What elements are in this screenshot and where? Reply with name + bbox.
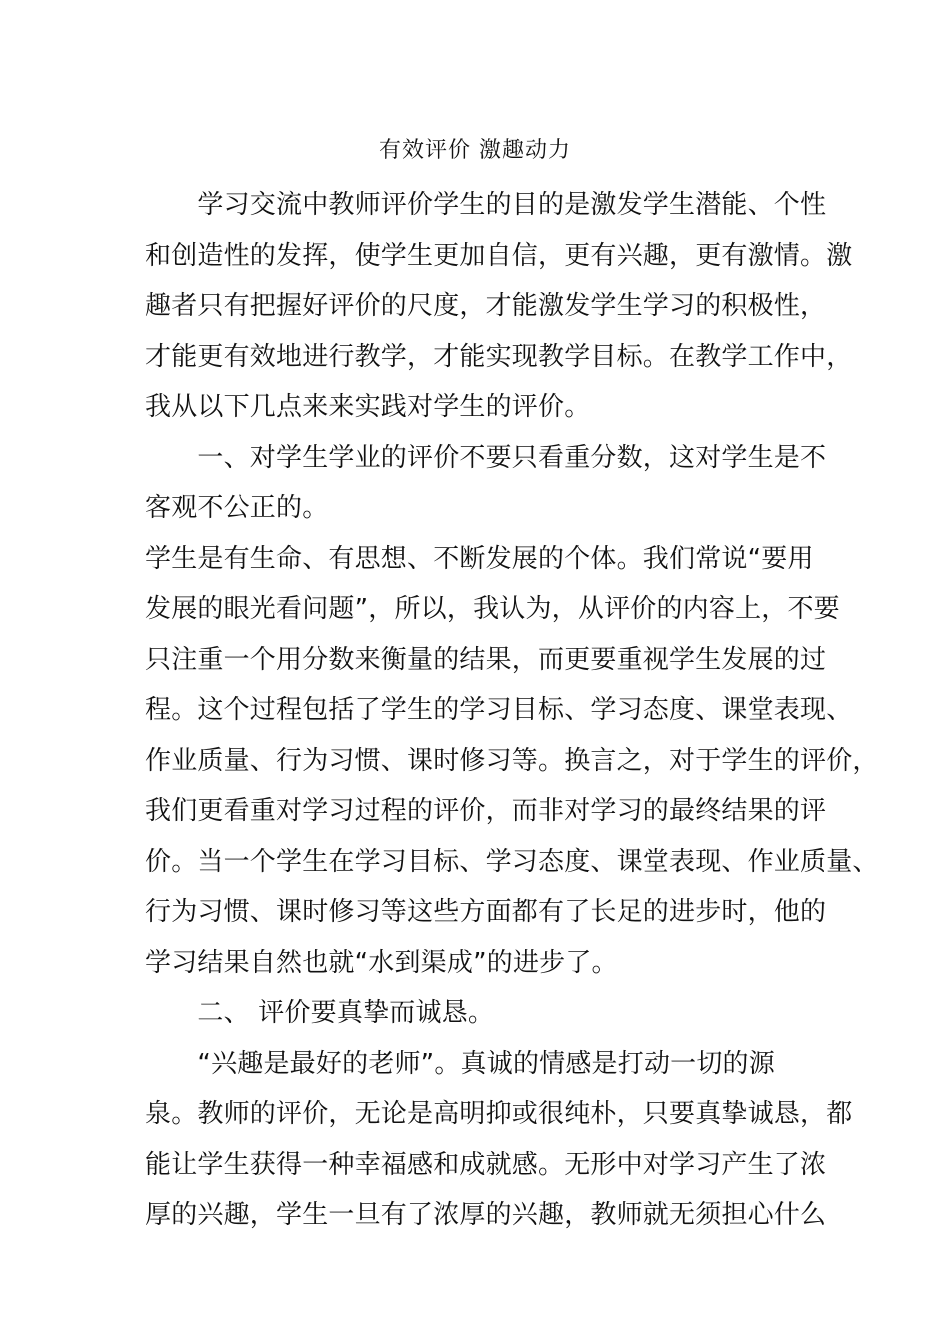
text-line: 二、 评价要真挚而诚恳。 bbox=[145, 998, 495, 1028]
text-line: 才能更有效地进行教学，才能实现教学目标。在教学工作中， bbox=[145, 341, 853, 372]
document-title: 有效评价 激趣动力 bbox=[379, 138, 571, 163]
text-line: 发展的眼光看问题”，所以，我认为，从评价的内容上，不要 bbox=[145, 594, 840, 624]
text-line: 厚的兴趣，学生一旦有了浓厚的兴趣，教师就无须担心什么 bbox=[145, 1200, 827, 1230]
text-line: 能让学生获得一种幸福感和成就感。无形中对学习产生了浓 bbox=[145, 1149, 827, 1180]
text-line: “兴趣是最好的老师”。真诚的情感是打动一切的源 bbox=[145, 1048, 775, 1079]
text-line: 学习交流中教师评价学生的目的是激发学生潜能、个性 bbox=[145, 190, 827, 220]
text-line: 只注重一个用分数来衡量的结果，而更要重视学生发展的过 bbox=[145, 644, 827, 675]
text-line: 我从以下几点来来实践对学生的评价。 bbox=[145, 392, 591, 422]
text-line: 学生是有生命、有思想、不断发展的个体。我们常说“要用 bbox=[145, 543, 814, 574]
text-line: 程。这个过程包括了学生的学习目标、学习态度、课堂表现、 bbox=[145, 695, 853, 725]
text-line: 学习结果自然也就“水到渠成”的进步了。 bbox=[145, 947, 618, 978]
text-line: 作业质量、行为习惯、课时修习等。换言之，对于学生的评价， bbox=[145, 745, 879, 776]
text-line: 行为习惯、课时修习等这些方面都有了长足的进步时，他的 bbox=[145, 897, 827, 927]
text-line: 和创造性的发挥，使学生更加自信，更有兴趣，更有激情。激 bbox=[145, 240, 853, 271]
text-line: 客观不公正的。 bbox=[145, 493, 329, 523]
text-line: 泉。教师的评价，无论是高明抑或很纯朴，只要真挚诚恳，都 bbox=[145, 1099, 853, 1129]
text-line: 价。当一个学生在学习目标、学习态度、课堂表现、作业质量、 bbox=[145, 846, 879, 877]
document-body bbox=[145, 180, 879, 1241]
text-line: 趣者只有把握好评价的尺度，才能激发学生学习的积极性， bbox=[145, 291, 827, 321]
text-line: 一、对学生学业的评价不要只看重分数，这对学生是不 bbox=[145, 442, 827, 473]
text-line: 我们更看重对学习过程的评价，而非对学习的最终结果的评 bbox=[145, 796, 827, 826]
